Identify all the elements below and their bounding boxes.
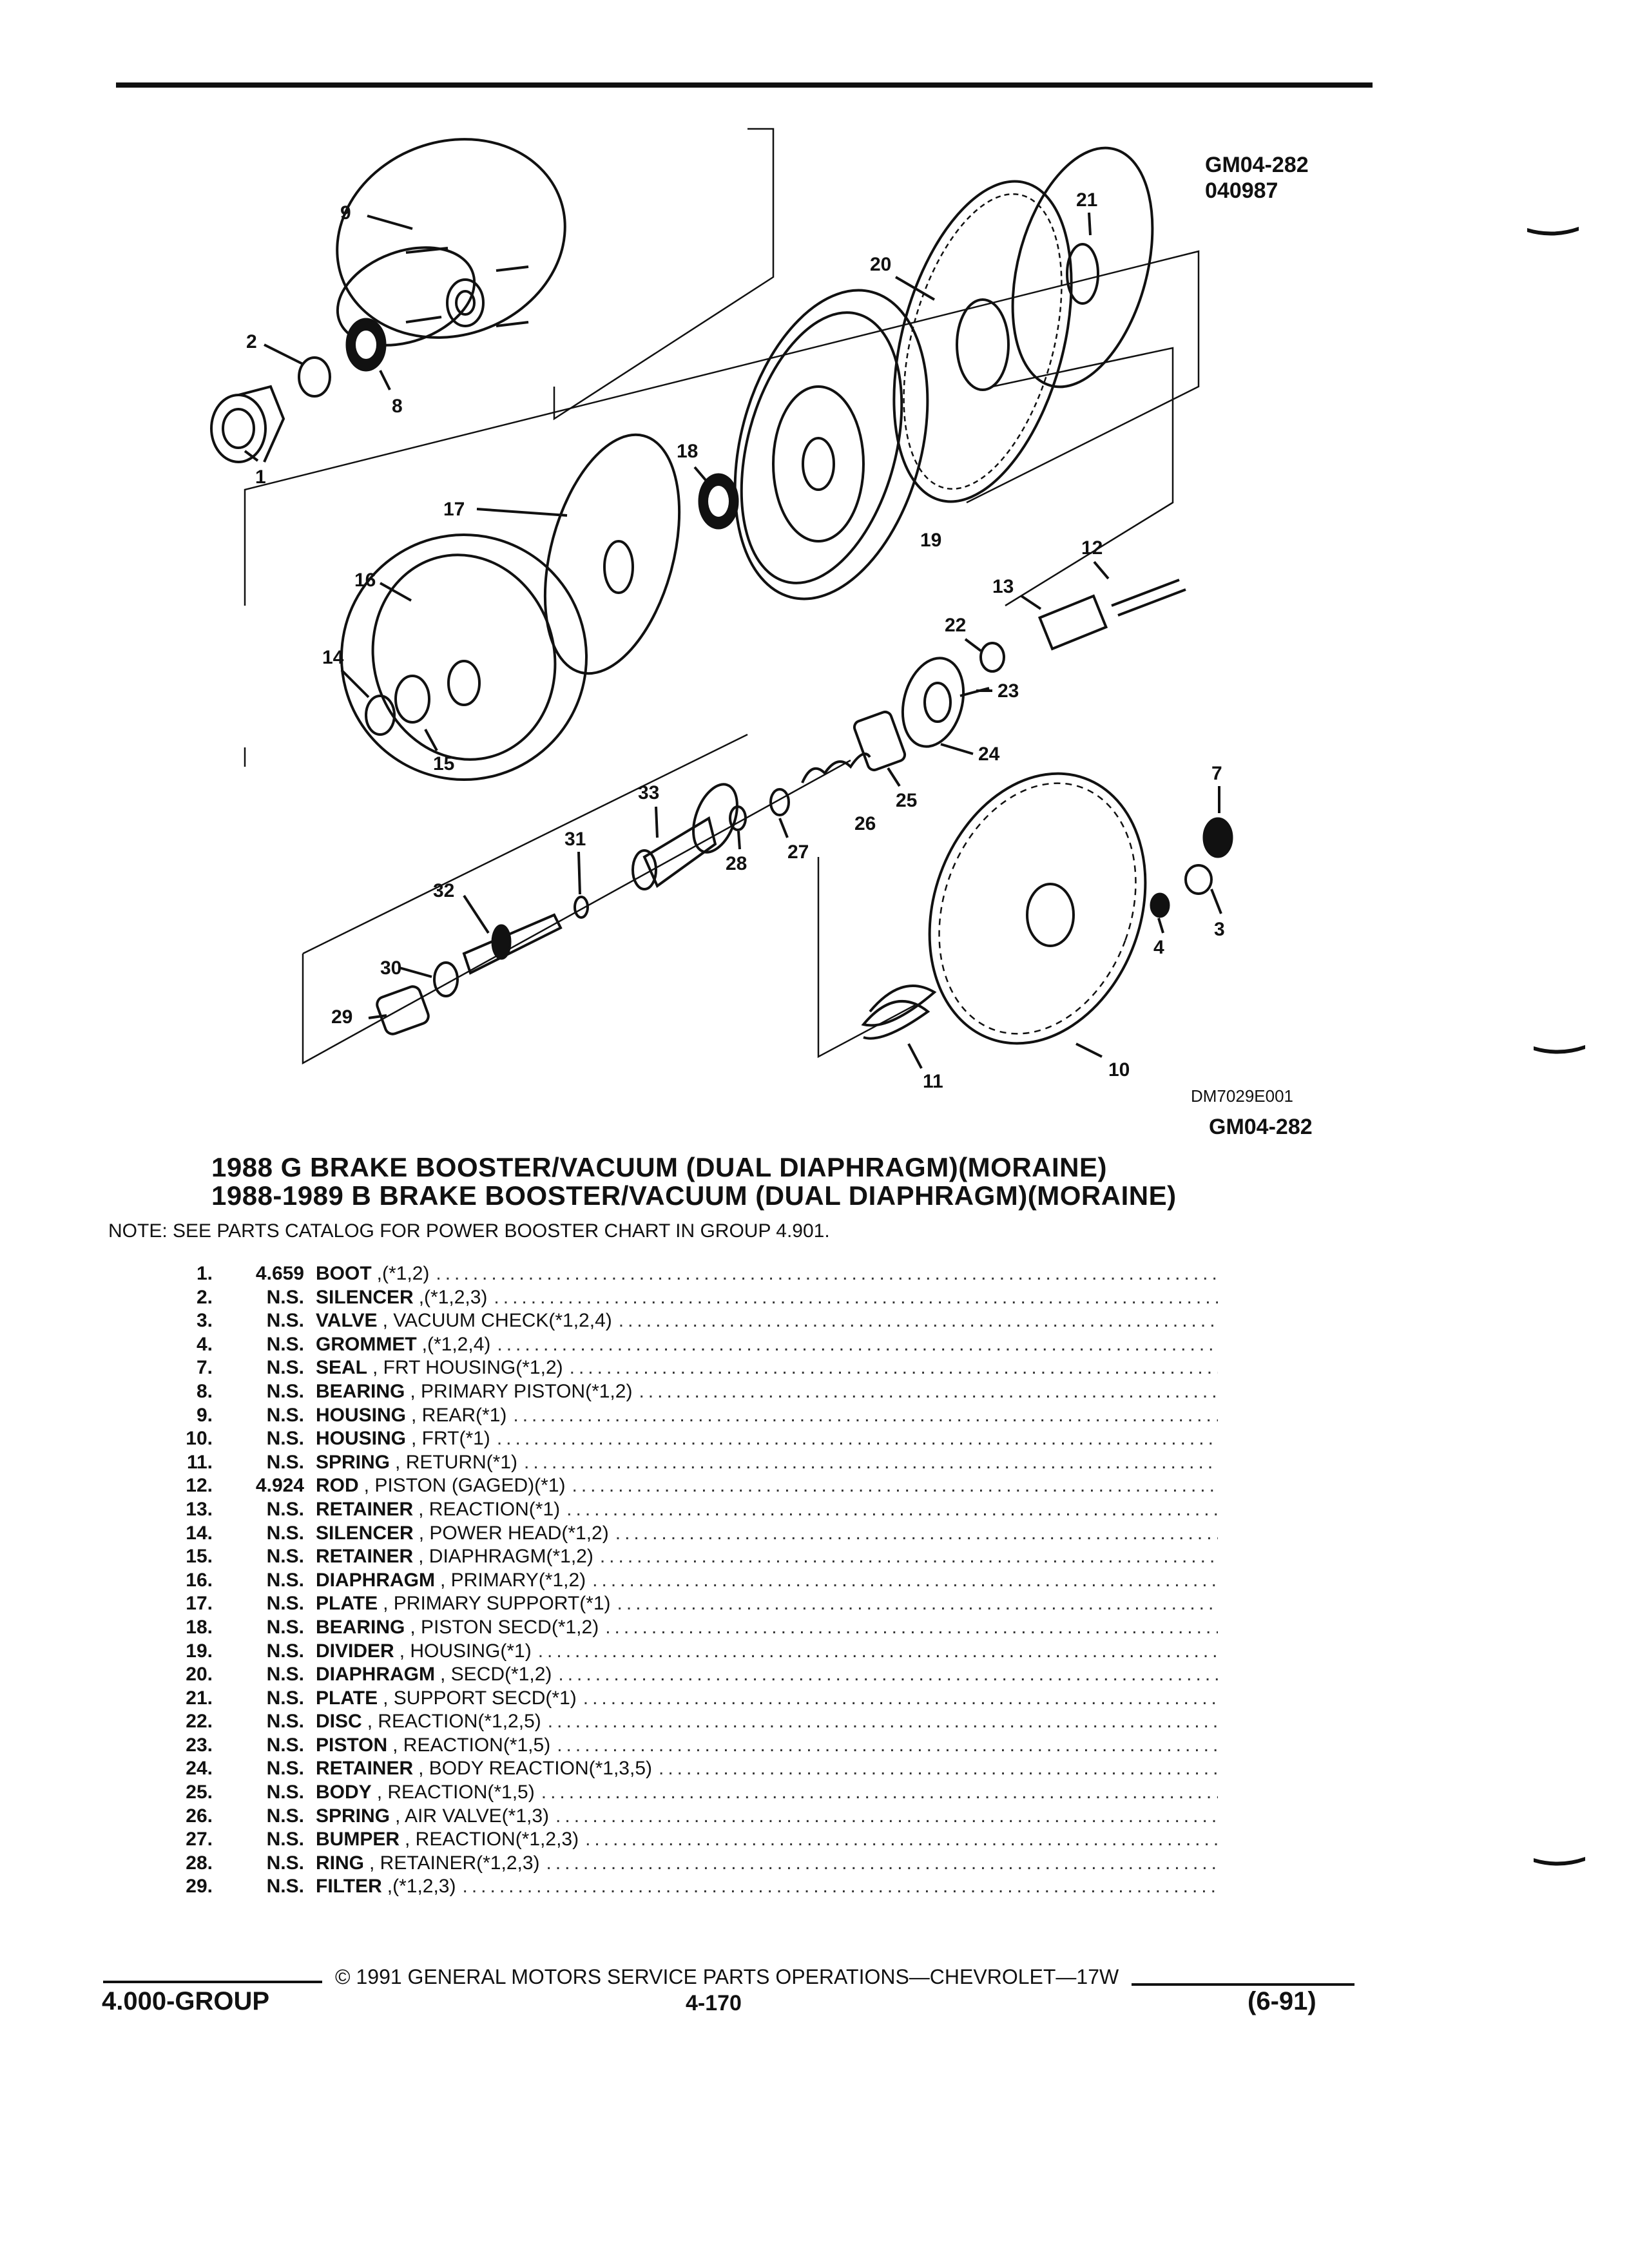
leader-dots bbox=[615, 1523, 1218, 1544]
parts-list-row bbox=[161, 1687, 1218, 1711]
part-number: 11. bbox=[186, 1451, 213, 1473]
part-number: 12. bbox=[186, 1475, 213, 1497]
part-code: 4.659 bbox=[255, 1263, 304, 1284]
primary-plate-and-diaphragm bbox=[314, 420, 703, 807]
callout-27: 27 bbox=[787, 841, 809, 863]
part-number: 15. bbox=[186, 1546, 213, 1568]
callout-16: 16 bbox=[354, 570, 376, 591]
parts-list-row bbox=[161, 1852, 1218, 1876]
parts-list-row bbox=[161, 1310, 1218, 1334]
part-code: N.S. bbox=[266, 1876, 304, 1898]
footer-rule-left bbox=[103, 1981, 322, 1983]
part-code: N.S. bbox=[266, 1428, 304, 1450]
parts-list-row bbox=[161, 1546, 1218, 1570]
part-description: , PRIMARY(*1,2) bbox=[440, 1569, 586, 1591]
part-description: , REACTION(*1) bbox=[418, 1498, 561, 1520]
footer-revision: (6-91) bbox=[1248, 1987, 1316, 2015]
callout-20: 20 bbox=[870, 254, 892, 275]
leader-dots bbox=[436, 1263, 1218, 1285]
leader-dots bbox=[548, 1711, 1218, 1733]
callout-30: 30 bbox=[380, 957, 402, 979]
part-number: 8. bbox=[196, 1380, 213, 1402]
parts-list-row bbox=[161, 1263, 1218, 1287]
part-description: , REACTION(*1,2,3) bbox=[405, 1829, 579, 1850]
part-description: , FRT HOUSING(*1,2) bbox=[372, 1357, 563, 1379]
part-description: , SECD(*1,2) bbox=[440, 1664, 552, 1686]
part-description: , REAR(*1) bbox=[411, 1404, 507, 1426]
front-housing-and-return-spring bbox=[863, 743, 1232, 1074]
callout-numbers bbox=[245, 189, 1225, 1092]
part-name: BOOT bbox=[316, 1263, 372, 1284]
part-code: N.S. bbox=[266, 1640, 304, 1662]
parts-list-row bbox=[161, 1357, 1218, 1381]
leader-dots bbox=[538, 1640, 1218, 1662]
part-number: 17. bbox=[186, 1593, 213, 1615]
part-description: , VACUUM CHECK(*1,2,4) bbox=[382, 1310, 612, 1332]
leader-dots bbox=[619, 1310, 1218, 1332]
footer-group: 4.000-GROUP bbox=[102, 1987, 270, 2015]
parts-list-row bbox=[161, 1711, 1218, 1735]
part-code: N.S. bbox=[266, 1451, 304, 1473]
parts-list-row bbox=[161, 1570, 1218, 1593]
part-name: DIAPHRAGM bbox=[316, 1664, 435, 1686]
callout-17: 17 bbox=[443, 499, 465, 520]
part-description: ,(*1,2,4) bbox=[421, 1333, 491, 1355]
part-code: N.S. bbox=[266, 1711, 304, 1733]
leader-dots bbox=[592, 1570, 1218, 1591]
callout-13: 13 bbox=[992, 576, 1014, 597]
part-name: RETAINER bbox=[316, 1498, 414, 1520]
part-name: RETAINER bbox=[316, 1546, 414, 1568]
leader-dots bbox=[513, 1405, 1218, 1427]
part-name: PLATE bbox=[316, 1593, 378, 1615]
part-name: RETAINER bbox=[316, 1758, 414, 1780]
parts-list-row bbox=[161, 1829, 1218, 1852]
part-description: , AIR VALVE(*1,3) bbox=[395, 1805, 550, 1827]
part-code: N.S. bbox=[266, 1782, 304, 1803]
leader-dots bbox=[605, 1617, 1218, 1639]
part-description: , REACTION(*1,2,5) bbox=[367, 1711, 541, 1733]
leader-dots bbox=[585, 1829, 1218, 1850]
leader-dots bbox=[558, 1664, 1218, 1686]
parts-list-row bbox=[161, 1617, 1218, 1640]
leader-dots bbox=[541, 1782, 1218, 1803]
parts-list-row bbox=[161, 1523, 1218, 1546]
parts-list-row bbox=[161, 1782, 1218, 1805]
part-name: PISTON bbox=[316, 1734, 388, 1756]
callout-3: 3 bbox=[1214, 919, 1225, 940]
callout-21: 21 bbox=[1076, 189, 1098, 211]
parts-list-row bbox=[161, 1735, 1218, 1758]
leader-dots bbox=[494, 1287, 1218, 1309]
part-number: 25. bbox=[186, 1782, 213, 1803]
part-number: 3. bbox=[196, 1310, 213, 1332]
part-code: N.S. bbox=[266, 1593, 304, 1615]
callout-12: 12 bbox=[1081, 537, 1103, 559]
callout-15: 15 bbox=[433, 753, 455, 774]
part-number: 14. bbox=[186, 1522, 213, 1544]
part-code: N.S. bbox=[266, 1404, 304, 1426]
boot-silencer-bearing-parts bbox=[211, 319, 385, 462]
leader-dots bbox=[546, 1852, 1218, 1874]
callout-31: 31 bbox=[564, 829, 586, 850]
part-name: SEAL bbox=[316, 1357, 368, 1379]
part-description: , POWER HEAD(*1,2) bbox=[418, 1522, 609, 1544]
parts-list-row bbox=[161, 1287, 1218, 1311]
parts-list-row bbox=[161, 1664, 1218, 1687]
part-number: 4. bbox=[196, 1333, 213, 1355]
leader-dots bbox=[572, 1475, 1219, 1497]
leader-dots bbox=[639, 1381, 1218, 1403]
part-number: 1. bbox=[196, 1263, 213, 1284]
binder-tab-mark-3 bbox=[1534, 1856, 1585, 1869]
part-description: , FRT(*1) bbox=[411, 1428, 490, 1450]
part-code: N.S. bbox=[266, 1687, 304, 1709]
top-rule bbox=[116, 82, 1373, 88]
parts-list-row bbox=[161, 1805, 1218, 1829]
callout-7: 7 bbox=[1211, 763, 1222, 784]
part-code: N.S. bbox=[266, 1286, 304, 1308]
part-description: , PISTON SECD(*1,2) bbox=[410, 1616, 599, 1638]
parts-list-row bbox=[161, 1334, 1218, 1358]
part-number: 9. bbox=[196, 1404, 213, 1426]
footer-copyright: © 1991 GENERAL MOTORS SERVICE PARTS OPERATIONS—CHEVROLET—17W bbox=[335, 1965, 1119, 1988]
part-description: , HOUSING(*1) bbox=[399, 1640, 532, 1662]
part-code: N.S. bbox=[266, 1829, 304, 1850]
part-number: 21. bbox=[186, 1687, 213, 1709]
part-description: ,(*1,2) bbox=[376, 1263, 430, 1284]
part-number: 22. bbox=[186, 1711, 213, 1733]
reference-code-bottom: GM04-282 bbox=[1209, 1115, 1313, 1139]
piston-and-valve-parts bbox=[375, 778, 746, 1036]
part-number: 20. bbox=[186, 1664, 213, 1686]
reference-date: 040987 bbox=[1205, 178, 1278, 203]
part-description: ,(*1,2,3) bbox=[418, 1286, 488, 1308]
catalog-note: NOTE: SEE PARTS CATALOG FOR POWER BOOSTER CHART IN GROUP 4.901. bbox=[108, 1220, 830, 1242]
part-number: 7. bbox=[196, 1357, 213, 1379]
leader-dots bbox=[497, 1428, 1218, 1450]
callout-25: 25 bbox=[896, 790, 918, 811]
footer-page-number: 4-170 bbox=[686, 1991, 742, 2015]
part-code: N.S. bbox=[266, 1758, 304, 1780]
callout-4: 4 bbox=[1153, 937, 1164, 958]
part-code: N.S. bbox=[266, 1664, 304, 1686]
reference-code-top: GM04-282 bbox=[1205, 153, 1309, 177]
part-code: 4.924 bbox=[255, 1475, 304, 1497]
callout-10: 10 bbox=[1108, 1059, 1130, 1081]
callout-14: 14 bbox=[322, 647, 344, 668]
leader-dots bbox=[600, 1546, 1218, 1568]
parts-list bbox=[161, 1263, 1218, 1899]
callout-11: 11 bbox=[923, 1071, 943, 1092]
leader-dots bbox=[557, 1735, 1218, 1756]
part-number: 26. bbox=[186, 1805, 213, 1827]
part-name: BEARING bbox=[316, 1380, 405, 1402]
part-description: ,(*1,2,3) bbox=[387, 1876, 456, 1898]
callout-8: 8 bbox=[392, 396, 403, 417]
part-name: SILENCER bbox=[316, 1522, 414, 1544]
part-number: 18. bbox=[186, 1616, 213, 1638]
part-description: , RETAINER(*1,2,3) bbox=[369, 1852, 540, 1874]
parts-list-row bbox=[161, 1405, 1218, 1428]
callout-18: 18 bbox=[677, 441, 699, 462]
secondary-diaphragm-plates bbox=[862, 133, 1177, 521]
callout-28: 28 bbox=[726, 853, 747, 874]
part-code: N.S. bbox=[266, 1546, 304, 1568]
drawing-number: DM7029E001 bbox=[1191, 1086, 1293, 1106]
part-name: VALVE bbox=[316, 1310, 378, 1332]
part-name: PLATE bbox=[316, 1687, 378, 1709]
part-name: DIVIDER bbox=[316, 1640, 394, 1662]
callout-2: 2 bbox=[246, 331, 257, 352]
parts-list-row bbox=[161, 1876, 1218, 1899]
leader-dots bbox=[497, 1334, 1218, 1356]
part-description: , PRIMARY SUPPORT(*1) bbox=[383, 1593, 611, 1615]
parts-list-row bbox=[161, 1593, 1218, 1617]
parts-list-row bbox=[161, 1452, 1218, 1475]
catalog-title-line-2: 1988-1989 B BRAKE BOOSTER/VACUUM (DUAL DIAPHRAGM)(MORAINE) bbox=[211, 1180, 1177, 1211]
catalog-title-line-1: 1988 G BRAKE BOOSTER/VACUUM (DUAL DIAPHRAGM)(MORAINE) bbox=[211, 1152, 1108, 1182]
part-code: N.S. bbox=[266, 1310, 304, 1332]
parts-list-row bbox=[161, 1758, 1218, 1782]
leader-dots bbox=[555, 1805, 1218, 1827]
part-description: , PRIMARY PISTON(*1,2) bbox=[410, 1380, 633, 1402]
part-name: ROD bbox=[316, 1475, 359, 1497]
part-code: N.S. bbox=[266, 1805, 304, 1827]
part-name: BODY bbox=[316, 1782, 372, 1803]
part-code: N.S. bbox=[266, 1333, 304, 1355]
callout-9: 9 bbox=[340, 202, 351, 224]
parts-list-row bbox=[161, 1475, 1218, 1499]
footer-rule-right bbox=[1132, 1983, 1354, 1986]
part-name: BUMPER bbox=[316, 1829, 400, 1850]
parts-list-row bbox=[161, 1428, 1218, 1452]
part-name: SILENCER bbox=[316, 1286, 414, 1308]
exploded-parts-diagram bbox=[193, 116, 1418, 1121]
leader-dots bbox=[659, 1758, 1218, 1780]
leader-dots bbox=[566, 1499, 1218, 1521]
part-description: , PISTON (GAGED)(*1) bbox=[363, 1475, 566, 1497]
part-number: 19. bbox=[186, 1640, 213, 1662]
callout-26: 26 bbox=[854, 813, 876, 834]
callout-24: 24 bbox=[978, 744, 1000, 765]
callout-22: 22 bbox=[945, 615, 967, 636]
leader-dots bbox=[462, 1876, 1218, 1898]
part-description: , DIAPHRAGM(*1,2) bbox=[418, 1546, 593, 1568]
part-number: 28. bbox=[186, 1852, 213, 1874]
part-name: SPRING bbox=[316, 1451, 390, 1473]
callout-33: 33 bbox=[638, 782, 660, 803]
leader-dots bbox=[524, 1452, 1218, 1474]
silencer-retainer-rings bbox=[366, 676, 429, 735]
part-code: N.S. bbox=[266, 1734, 304, 1756]
part-number: 29. bbox=[186, 1876, 213, 1898]
binder-tab-mark-1 bbox=[1527, 226, 1579, 238]
parts-list-row bbox=[161, 1381, 1218, 1405]
leader-dots bbox=[583, 1687, 1218, 1709]
part-name: DIAPHRAGM bbox=[316, 1569, 435, 1591]
part-description: , BODY REACTION(*1,3,5) bbox=[418, 1758, 652, 1780]
leader-dots bbox=[617, 1593, 1218, 1615]
part-name: GROMMET bbox=[316, 1333, 417, 1355]
part-number: 27. bbox=[186, 1829, 213, 1850]
part-code: N.S. bbox=[266, 1569, 304, 1591]
callout-19: 19 bbox=[920, 530, 942, 551]
part-code: N.S. bbox=[266, 1616, 304, 1638]
leader-dots bbox=[570, 1357, 1218, 1379]
part-number: 10. bbox=[186, 1428, 213, 1450]
callout-23: 23 bbox=[998, 680, 1019, 702]
binder-tab-mark-2 bbox=[1534, 1044, 1585, 1057]
part-code: N.S. bbox=[266, 1852, 304, 1874]
part-number: 23. bbox=[186, 1734, 213, 1756]
part-code: N.S. bbox=[266, 1522, 304, 1544]
parts-list-row bbox=[161, 1640, 1218, 1664]
part-description: , RETURN(*1) bbox=[395, 1451, 518, 1473]
part-description: , SUPPORT SECD(*1) bbox=[383, 1687, 577, 1709]
part-description: , REACTION(*1,5) bbox=[392, 1734, 551, 1756]
part-name: BEARING bbox=[316, 1616, 405, 1638]
part-number: 13. bbox=[186, 1498, 213, 1520]
part-code: N.S. bbox=[266, 1380, 304, 1402]
part-number: 2. bbox=[196, 1286, 213, 1308]
part-name: FILTER bbox=[316, 1876, 382, 1898]
callout-1: 1 bbox=[255, 466, 266, 488]
callout-32: 32 bbox=[433, 880, 455, 901]
part-code: N.S. bbox=[266, 1498, 304, 1520]
part-number: 24. bbox=[186, 1758, 213, 1780]
part-description: , REACTION(*1,5) bbox=[376, 1782, 535, 1803]
part-name: RING bbox=[316, 1852, 364, 1874]
part-name: HOUSING bbox=[316, 1428, 407, 1450]
parts-list-row bbox=[161, 1499, 1218, 1523]
part-name: DISC bbox=[316, 1711, 362, 1733]
part-number: 16. bbox=[186, 1569, 213, 1591]
callout-29: 29 bbox=[331, 1006, 353, 1028]
part-name: SPRING bbox=[316, 1805, 390, 1827]
part-name: HOUSING bbox=[316, 1404, 407, 1426]
part-code: N.S. bbox=[266, 1357, 304, 1379]
